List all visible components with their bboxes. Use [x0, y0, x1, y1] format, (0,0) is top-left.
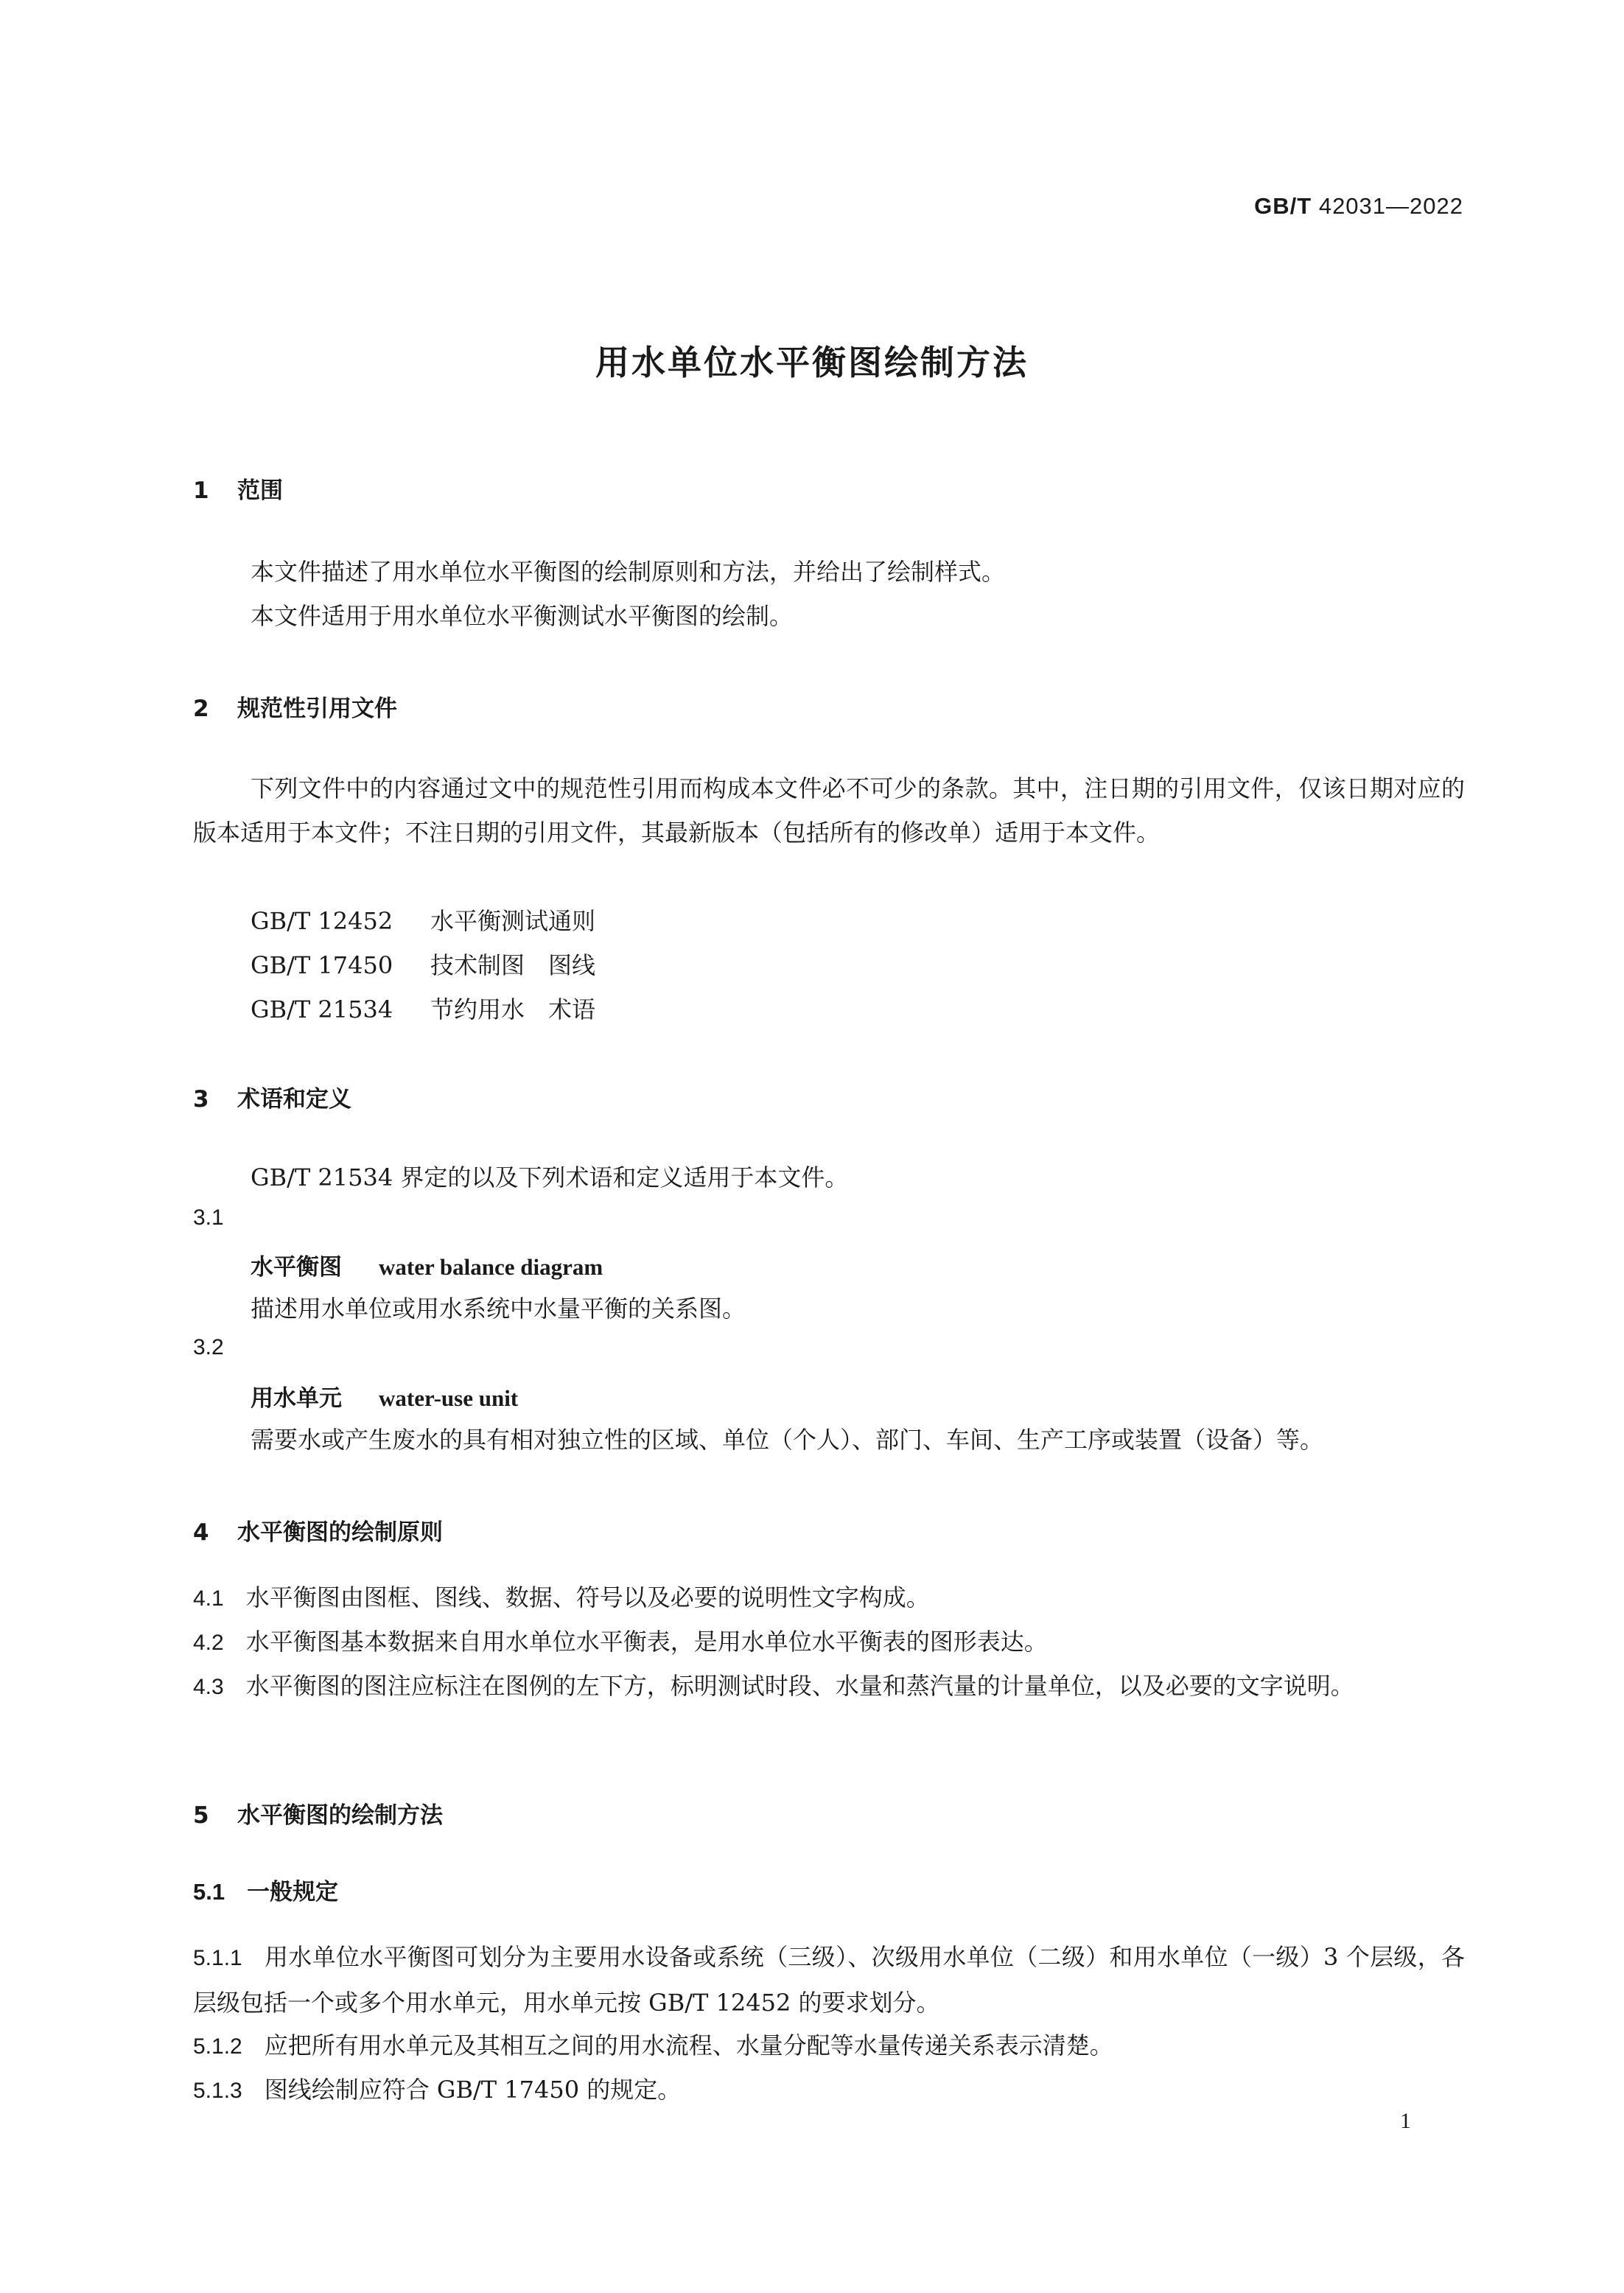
term-entry	[251, 1379, 518, 1412]
paragraph: 本文件适用于用水单位水平衡测试水平衡图的绘制。	[251, 602, 794, 630]
reference-code: GB/T 17450	[251, 951, 393, 979]
clause-number: 4.1	[193, 1586, 224, 1611]
section-2-heading	[193, 690, 397, 723]
clause-item	[193, 1620, 1465, 1665]
clause-text: 水平衡图基本数据来自用水单位水平衡表，是用水单位水平衡表的图形表达。	[245, 1628, 1048, 1656]
section-3-heading	[193, 1080, 351, 1113]
document-title: 用水单位水平衡图绘制方法	[595, 343, 1029, 382]
subsection-number: 5.1	[193, 1879, 225, 1905]
term-definition: 需要水或产生废水的具有相对独立性的区域、单位（个人）、部门、车间、生产工序或装置（设备）等。	[251, 1426, 1324, 1454]
term-chinese: 用水单元	[251, 1385, 342, 1412]
reference-title: 技术制图 图线	[430, 951, 596, 979]
term-chinese: 水平衡图	[251, 1254, 342, 1281]
reference-item	[251, 943, 595, 987]
section-number: 1	[193, 477, 209, 504]
section-title: 范围	[237, 477, 283, 504]
clause-text: 应把所有用水单元及其相互之间的用水流程、水量分配等水量传递关系表示清楚。	[264, 2031, 1113, 2059]
clause-item	[193, 1575, 1465, 1621]
clause-item	[193, 1664, 1465, 1709]
reference-item	[251, 899, 595, 943]
clause-number: 4.2	[193, 1631, 224, 1655]
section-title: 术语和定义	[237, 1086, 351, 1113]
section-number: 4	[193, 1519, 209, 1546]
clause-number: 4.3	[193, 1675, 224, 1699]
standard-prefix: GB/T	[1254, 193, 1312, 219]
paragraph: 下列文件中的内容通过文中的规范性引用而构成本文件必不可少的条款。其中，注日期的引用文件，仅该日期对应的版本适用于本文件；不注日期的引用文件，其最新版本（包括所有的修改单）适用于本文件。	[193, 774, 1465, 847]
clause-item	[193, 1935, 1465, 2025]
section-number: 3	[193, 1086, 209, 1113]
reference-code: GB/T 12452	[251, 907, 393, 935]
clause-item	[193, 2068, 1465, 2113]
clause-number: 5.1.3	[193, 2079, 242, 2103]
term-english: water-use unit	[379, 1385, 519, 1411]
clause-number: 5.1.1	[193, 1946, 242, 1970]
clause-text: 图线绘制应符合 GB/T 17450 的规定。	[264, 2076, 682, 2104]
section-5-heading	[193, 1796, 443, 1830]
reference-title: 水平衡测试通则	[430, 907, 596, 935]
term-number: 3.1	[193, 1205, 224, 1230]
section-title: 规范性引用文件	[237, 696, 397, 722]
term-definition: 描述用水单位或用水系统中水量平衡的关系图。	[251, 1295, 746, 1323]
clause-number: 5.1.2	[193, 2034, 242, 2059]
section-4-heading	[193, 1513, 443, 1547]
page-number: 1	[1400, 2109, 1411, 2133]
clause-item	[193, 2023, 1465, 2069]
section-title: 水平衡图的绘制方法	[237, 1802, 443, 1829]
reference-title: 节约用水 术语	[430, 995, 596, 1023]
section-title: 水平衡图的绘制原则	[237, 1519, 443, 1546]
standard-code	[1254, 193, 1463, 220]
section-number: 5	[193, 1802, 209, 1829]
term-entry	[251, 1248, 603, 1281]
subsection-5-1-heading	[193, 1873, 338, 1906]
paragraph: 本文件描述了用水单位水平衡图的绘制原则和方法，并给出了绘制样式。	[251, 558, 1006, 586]
paragraph: GB/T 21534 界定的以及下列术语和定义适用于本文件。	[251, 1163, 849, 1191]
clause-text: 水平衡图由图框、图线、数据、符号以及必要的说明性文字构成。	[245, 1583, 930, 1611]
clause-text: 水平衡图的图注应标注在图例的左下方，标明测试时段、水量和蒸汽量的计量单位，以及必要的文字说明。	[245, 1672, 1354, 1700]
term-number: 3.2	[193, 1335, 224, 1359]
term-english: water balance diagram	[379, 1254, 603, 1280]
clause-text: 用水单位水平衡图可划分为主要用水设备或系统（三级）、次级用水单位（二级）和用水单位（一级）3 个层级，各层级包括一个或多个用水单元，用水单元按 GB/T 12452 的要求划分。	[193, 1943, 1465, 2017]
subsection-title: 一般规定	[247, 1879, 339, 1905]
reference-item	[251, 987, 595, 1032]
reference-code: GB/T 21534	[251, 995, 393, 1023]
section-number: 2	[193, 696, 209, 722]
standard-number: 42031—2022	[1318, 193, 1463, 219]
section-1-heading	[193, 472, 283, 505]
